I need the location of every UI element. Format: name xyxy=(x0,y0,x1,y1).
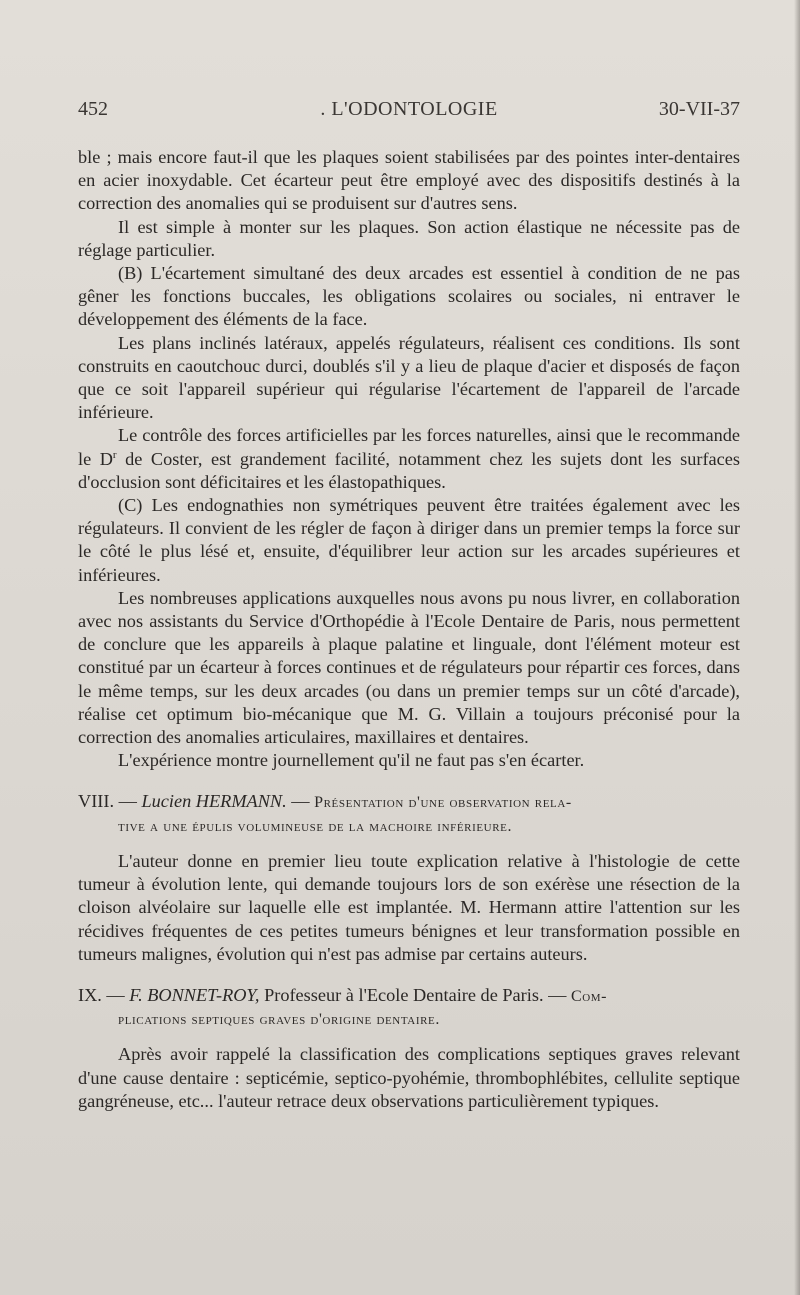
page-edge-shadow xyxy=(794,0,800,1295)
paragraph: Il est simple à monter sur les plaques. Son action élastique ne nécessite pas de réglage particulier. xyxy=(78,216,740,260)
paragraph-continuation: ble ; mais encore faut-il que les plaques soient stabilisées par des pointes inter-dentaires en acier inoxydable. Cet écarteur peut être employé avec des dispositifs destinés à la correction des anomalies qui se produisent sur d'autres sens. xyxy=(78,147,740,214)
section-heading-ix xyxy=(78,984,740,1031)
paragraph: (C) Les endognathies non symétriques peuvent être traitées également avec les régulateurs. Il convient de les régler de façon à diriger dans un premier temps la force sur le côté le plus lésé et, ensuite, d'équilibrer leur action sur les arcades supérieures et inférieures. xyxy=(78,495,740,585)
page-body xyxy=(78,146,740,1113)
paragraph: Les nombreuses applications auxquelles nous avons pu nous livrer, en collaboration avec nos assistants du Service d'Orthopédie à l'Ecole Dentaire de Paris, nous permettent de conclure que les appareils à plaque palatine et linguale, dont l'élément moteur est constitué par un écarteur à forces continues et de régulateurs pour répartir ces forces, dans le même temps, sur les deux arcades (ou dans un premier temps sur un côté d'arcade), réalise cet optimum bio-mécanique que M. G. Villain a toujours préconisé pour la correction des anomalies articulaires, maxillaires et dentaires. xyxy=(78,587,740,748)
paragraph-coster xyxy=(78,424,740,494)
paragraph: L'expérience montre journellement qu'il ne faut pas s'en écarter. xyxy=(118,750,585,771)
paragraph: (B) L'écartement simultané des deux arcades est essentiel à condition de ne pas gêner les fonctions buccales, les obligations scolaires ou sociales, ni entraver le développement des éléments de la face. xyxy=(78,263,740,330)
doctor-superscript: r xyxy=(112,448,117,461)
section-author: Lucien HERMANN. xyxy=(141,791,287,812)
section-dash: — xyxy=(286,791,315,812)
section-number: IX. — xyxy=(78,984,125,1005)
section-number: VIII. — xyxy=(78,791,137,812)
running-head xyxy=(78,98,740,126)
section-author: F. BONNET-ROY, xyxy=(129,984,260,1005)
section-title-continued: plications septiques graves d'origine dentaire. xyxy=(118,1011,440,1029)
section-heading-viii xyxy=(78,790,740,837)
coster-text-after: de Coster, est grandement facilité, notamment chez les sujets dont les surfaces d'occlusion sont déficitaires et les élastopathiques. xyxy=(78,448,740,492)
section-affiliation: Professeur à l'Ecole Dentaire de Paris. — xyxy=(259,984,571,1005)
section-title: Présentation d'une observation rela- xyxy=(314,794,572,812)
issue-date: 30-VII-37 xyxy=(658,98,740,120)
journal-title: . L'ODONTOLOGIE xyxy=(320,98,498,120)
paragraph: L'auteur donne en premier lieu toute explication relative à l'histologie de cette tumeur à évolution lente, qui demande toujours lors de son exérèse une résection de la cloison alvéolaire sur laquelle elle est implantée. M. Hermann attire l'attention sur les récidives fréquentes de ces petites tumeurs bénignes et leur transformation possible en tumeurs malignes, évolution qui n'est pas admise par certains auteurs. xyxy=(78,850,740,964)
section-title: Com- xyxy=(570,987,608,1005)
section-title-continued: tive a une épulis volumineuse de la machoire inférieure. xyxy=(118,817,513,835)
paragraph: Après avoir rappelé la classification des complications septiques graves relevant d'une cause dentaire : septicémie, septico-pyohémie, thrombophlébites, cellulite septique gangréneuse, etc... l'auteur retrace deux observations particulièrement typiques. xyxy=(78,1044,740,1111)
page-number: 452 xyxy=(78,98,108,120)
paragraph: Les plans inclinés latéraux, appelés régulateurs, réalisent ces conditions. Ils sont construits en caoutchouc durci, doublés s'il y a lieu de plaque d'acier et disposés de façon que ce soit l'appareil supérieur qui régularise l'écartement de l'appareil de l'arcade inférieure. xyxy=(78,332,740,423)
coster-text-before: Le contrôle des forces artificielles par les forces naturelles, ainsi que le recommande le D xyxy=(78,425,740,469)
